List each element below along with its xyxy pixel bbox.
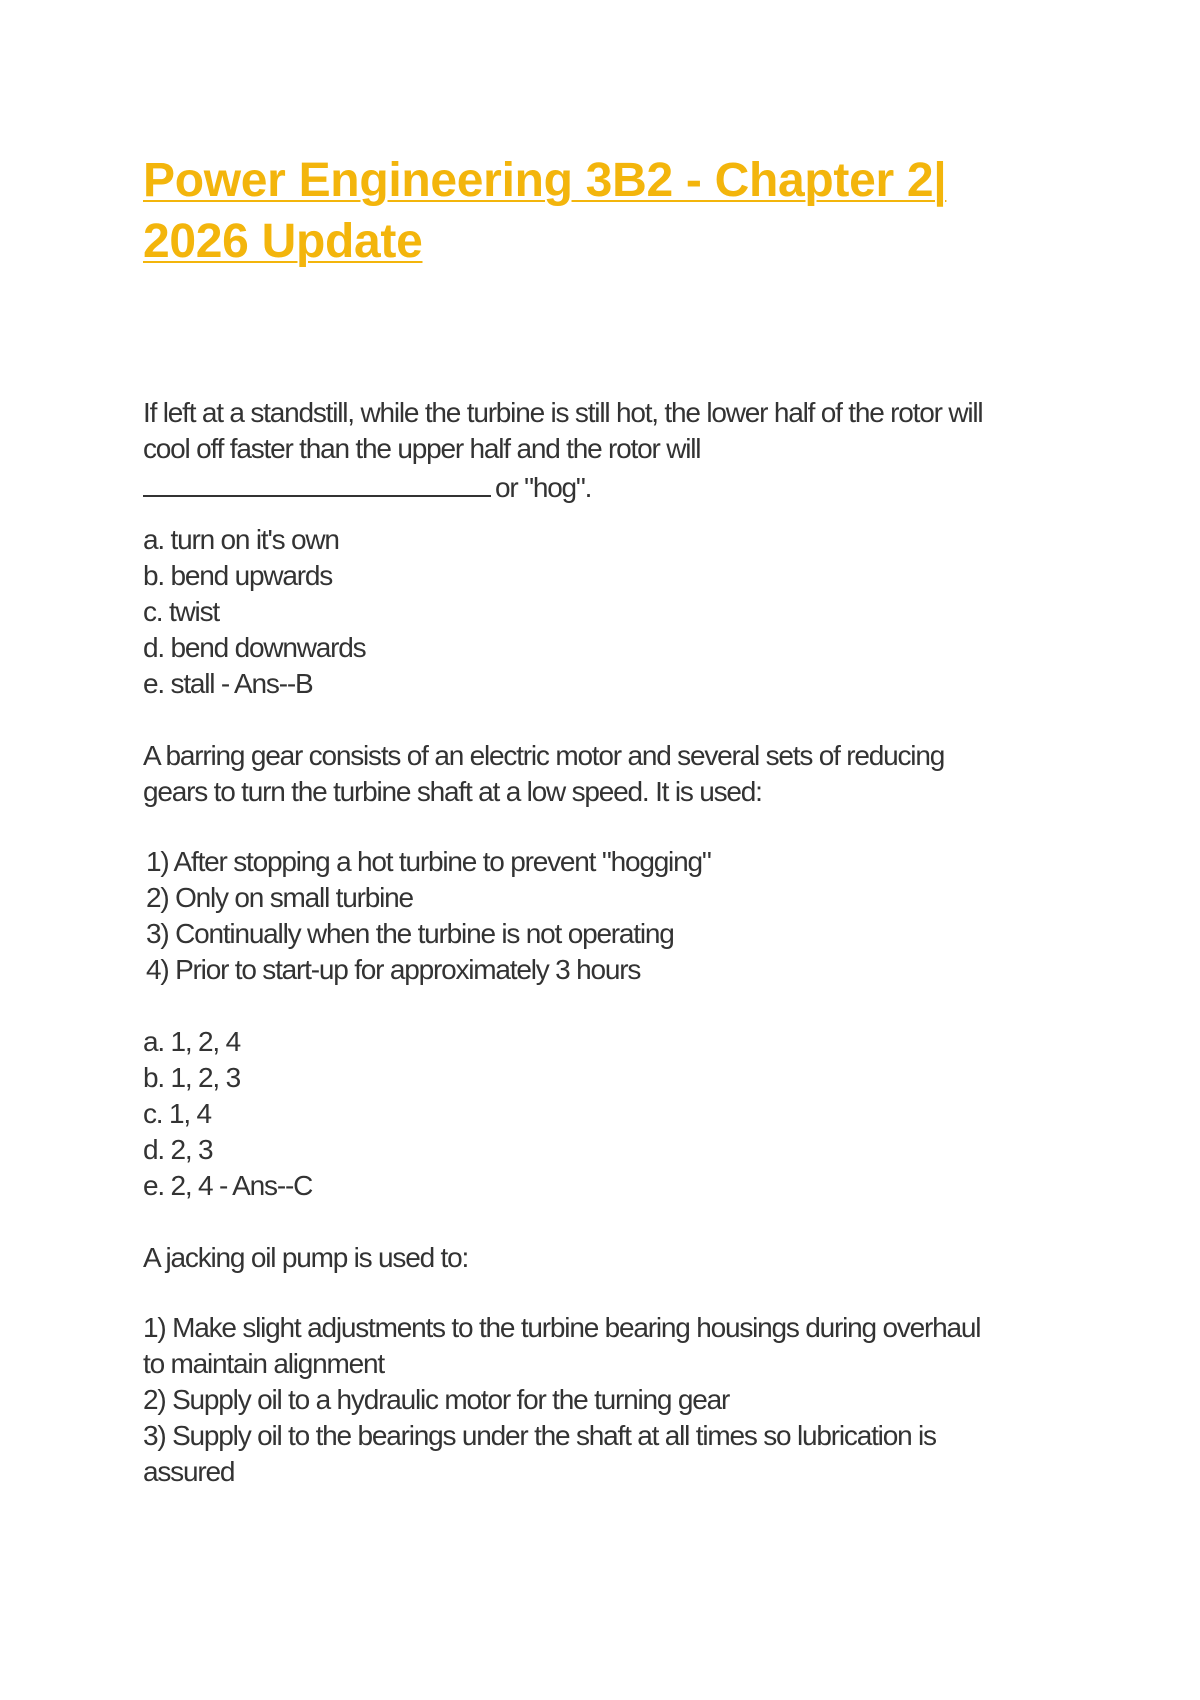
question-2-stem-line: gears to turn the turbine shaft at a low speed. It is used: [143,776,762,807]
option-item: b. 1, 2, 3 [143,1062,240,1093]
option-item: a. 1, 2, 4 [143,1026,240,1057]
question-1-options [143,522,1083,702]
question-1-stem-tail: or "hog". [495,472,592,503]
statement-item: 1) After stopping a hot turbine to prevent "hogging" [146,846,711,877]
option-item: e. stall - Ans--B [143,668,313,699]
statement-item: 2) Only on small turbine [146,882,413,913]
statement-item: 4) Prior to start-up for approximately 3 hours [146,954,641,985]
option-item: d. 2, 3 [143,1134,213,1165]
statement-item: 3) Continually when the turbine is not operating [146,918,674,949]
question-1-stem-line [143,467,1083,506]
option-item: c. twist [143,596,219,627]
question-1 [143,395,1083,506]
option-item: b. bend upwards [143,560,333,591]
statement-item: to maintain alignment [143,1348,384,1379]
option-item: a. turn on it's own [143,524,339,555]
option-item: d. bend downwards [143,632,366,663]
statement-item: 1) Make slight adjustments to the turbine bearing housings during overhaul [143,1312,981,1343]
question-1-stem-line: cool off faster than the upper half and the rotor will [143,433,701,464]
title-link-line1[interactable]: Power Engineering 3B2 - Chapter 2| [143,154,947,207]
question-3 [143,1240,1083,1276]
question-2-options [143,1024,1083,1204]
statement-item: assured [143,1456,235,1487]
question-2 [143,738,1083,810]
question-1-stem-line: If left at a standstill, while the turbine is still hot, the lower half of the rotor will [143,397,983,428]
statement-item: 2) Supply oil to a hydraulic motor for the turning gear [143,1384,730,1415]
document-title [143,150,1063,272]
question-2-statements [146,844,1086,988]
document-page [143,150,1063,1487]
option-item: c. 1, 4 [143,1098,211,1129]
statement-item: 3) Supply oil to the bearings under the shaft at all times so lubrication is [143,1420,936,1451]
question-3-stem-line: A jacking oil pump is used to: [143,1242,469,1273]
option-item: e. 2, 4 - Ans--C [143,1170,313,1201]
answer-blank [143,467,491,497]
question-2-stem-line: A barring gear consists of an electric motor and several sets of reducing [143,740,945,771]
question-3-statements [143,1310,1083,1490]
title-link-line2[interactable]: 2026 Update [143,215,423,268]
